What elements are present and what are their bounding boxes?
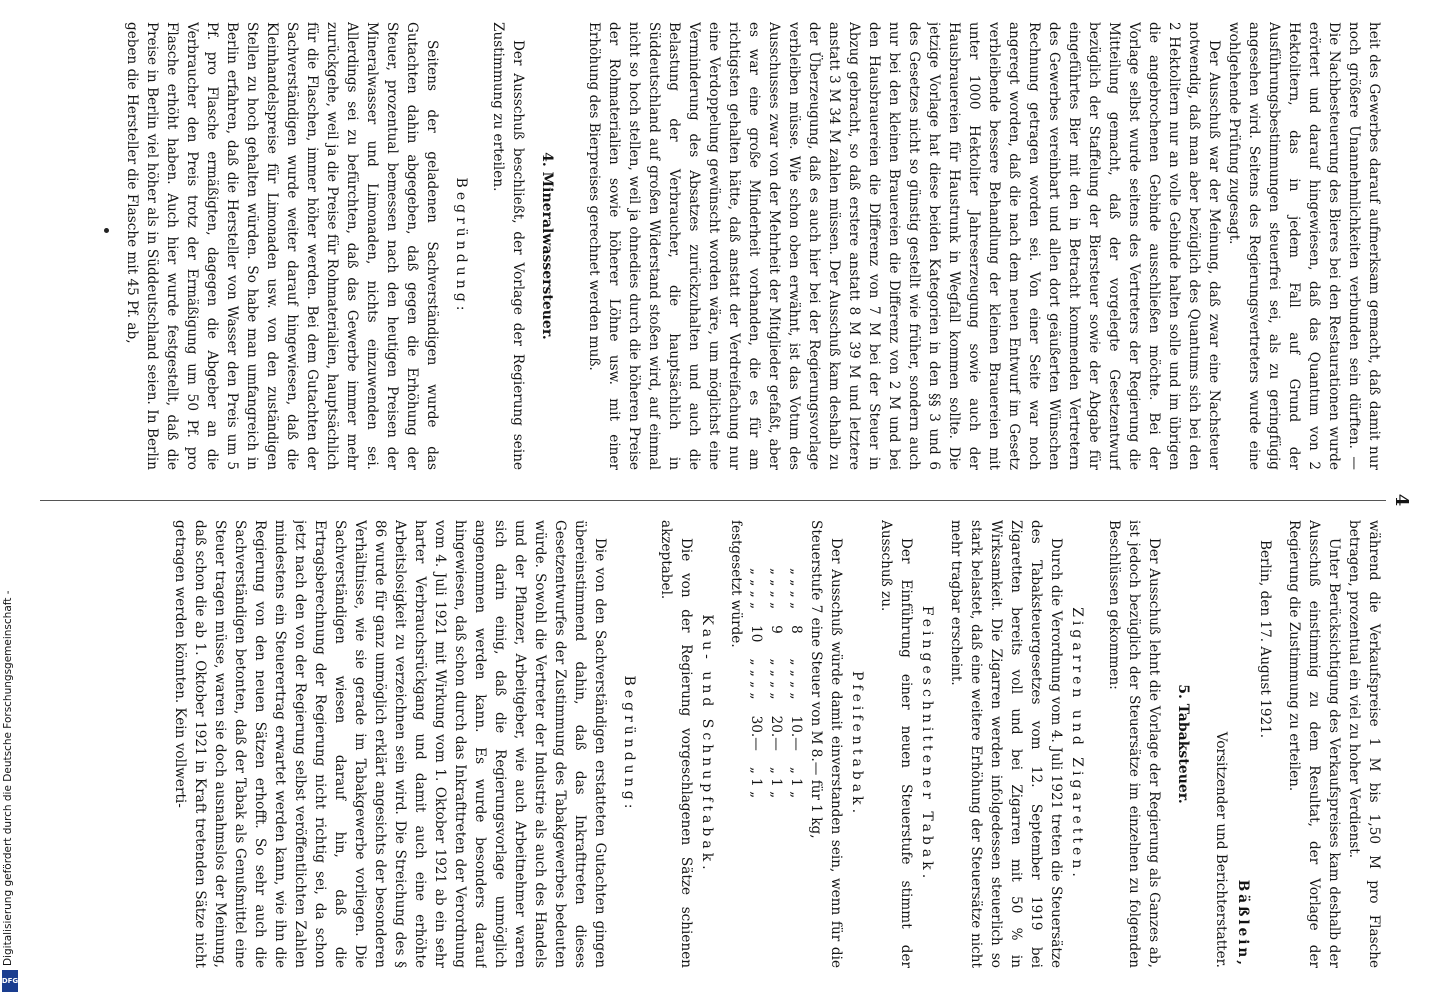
rate-sep: „ „ „ „ [768, 568, 784, 610]
rate-sep: „ „ „ „ [748, 658, 764, 700]
text-chew: Die von der Regierung vorgeschlagenen Sätze schienen akzeptabel. [658, 520, 694, 968]
right-column [48, 520, 1384, 968]
rate-stufe: 8 [788, 625, 804, 634]
pipe-rate-table [746, 560, 806, 806]
rate-amount: 10.— [788, 715, 804, 751]
rate-amount: 20.— [768, 715, 784, 751]
dfg-logo-text: DFG [1, 977, 19, 985]
rate-sep: „ „ „ „ [748, 568, 764, 610]
text-cigars: Durch die Verordnung vom 4. Juli 1921 treten die Steuersätze des Tabaksteuergesetzes vom 12. September 1919 bei Zigaretten bereits voll und bei Zigarren mit 50 % in Wirksamkeit. Die Zigarren werden infolgedessen steuerlich so stark belastet, daß eine weitere Erhöhung der Steuersätze nicht mehr tragbar erscheint. [948, 520, 1064, 968]
paragraph-price: während die Verkaufspreise 1 M bis 1,50 M pro Flasche betragen, prozentual ein viel zu hoher Verdienst. [1346, 520, 1382, 968]
signature-block [1210, 520, 1276, 968]
subheading-chew: Kau- und Schnupftabak. [699, 614, 715, 874]
footer-credit: Digitalisierung gefördert durch die Deutsche Forschungsgemeinschaft - [2, 590, 14, 966]
section-heading-tabak: 5. Tabaksteuer. [1175, 684, 1191, 804]
text-fine-cut: Der Einführung einer neuen Steuerstufe stimmt der Ausschuß zu. [878, 520, 914, 968]
signatory-name: Bäßlein, [1235, 879, 1251, 968]
rate-unit: „ 1 „ [788, 766, 804, 799]
section-heading-mineralwasser: 4. Mineralwassersteuer. [539, 152, 555, 340]
rate-row [786, 560, 806, 806]
dfg-logo-icon [2, 970, 18, 992]
text-pipe: Der Ausschuß würde damit einverstanden sein, wenn für die Steuerstufe 7 eine Steuer von M 8.— für 1 kg, [808, 520, 844, 968]
subheading-pipe: Pfeifentabak. [849, 670, 865, 818]
section-intro-tabak: Der Ausschuß lehnt die Vorlage der Regierung als Ganzes ab, ist jedoch bezüglich der Steuersätze im einzelnen zu folgenden Beschlüssen gekommen: [1106, 520, 1162, 968]
rate-sep: „ „ „ „ [768, 658, 784, 700]
paragraph-conclusion: Unter Berücksichtigung des Verkaufspreises kam deshalb der Ausschuß einstimmig zu dem Resultat, der Vorlage der Regierung die Zustimmung zu erteilen. [1286, 520, 1342, 968]
section-intro-mineralwasser: Der Ausschuß beschließt, der Vorlage der Regierung seine Zustimmung zu erteilen. [490, 22, 526, 470]
reasoning-heading-mineralwasser: Begründung: [453, 177, 469, 315]
paragraph-beer-2: Der Ausschuß war der Meinung, daß zwar eine Nachsteuer notwendig, daß man aber bezüglich des Quantums sich bei den 2 Hektolitern nur an volle Gebinde halten solle und im übrigen die angebrochenen Gebinde ausschließen möchte. Bei der Vorlage selbst wurde seitens des Vertreters der Regierung die Mitteilung gemacht, daß der vorgelegte Gesetzentwurf bezüglich der Staffelung der Biersteuer sowie der Abgabe für eingeführtes Bier mit den in Betracht kommenden Vertretern des Gewerbes vereinbart und allen dort geäußerten Wünschen Rechnung getragen worden sei. Von einer Seite war noch angeregt worden, daß die nach dem neuen Entwurf im Gesetz verbleibende bessere Behandlung der kleinen Brauereien mit unter 1000 Hektoliter Jahreserzeugung sowie auch der Hausbrauereien für Haustrunk in Wegfall kommen sollte. Die jetzige Vorlage hat diese beiden Kategorien in den §§ 3 und 6 des Gesetzes nicht so günstig gestellt wie früher, sondern auch nur bei den kleinen Brauereien die Differenz von 2 M und bei den Hausbrauereien die Differenz von 7 M bei der Steuer in Abzug gebracht, so daß erstere anstatt 8 M 39 M und letztere anstatt 3 M 34 M zahlen müssen. Der Ausschuß kam deshalb zu der Überzeugung, daß es auch hier bei der Regierungsvorlage verbleiben müsse. Wie schon oben erwähnt, ist das Votum des Ausschusses zwar von der Mehrheit der Mitglieder gefaßt, aber es war eine große Minderheit vorhanden, die es für am richtigsten gehalten hätte, daß anstatt der Verdreifachung nur eine Verdoppelung gewünscht worden wäre, um möglichst eine Verminderung des Absatzes zurückzuhalten und auch die Belastung der Verbraucher, die hauptsächlich in Süddeutschland auf großen Widerstand stoßen wird, auf einmal nicht so hoch stellen, weil ja ohnedies durch die höheren Preise der Rohmaterialien sowie höherer Löhne usw. mit einer Erhöhung des Bierpreises gerechnet werden muß. [586, 22, 1222, 470]
rate-row [766, 560, 786, 806]
text-pipe-tail: festgesetzt würde. [728, 520, 744, 648]
rate-stufe: 9 [768, 625, 784, 634]
left-column [48, 22, 1384, 470]
subheading-fine-cut: Feingeschnittener Tabak. [919, 605, 935, 883]
paragraph-beer-1: heit des Gewerbes darauf aufmerksam gemacht, daß damit nur noch größere Unannehmlichkeiten verbunden sein dürften. — Die Nachbesteuerung des Bieres bei den Restaurationen wurde erörtert und darauf hingewiesen, daß das Quantum von 2 Hektolitern, das in jedem Fall auf Grund der Ausführungsbestimmungen steuerfrei sei, als zu geringfügig angesehen wird. Seitens des Regierungsvertreters wurde eine wohlgehende Prüfung zugesagt. [1226, 22, 1382, 470]
digitization-footer [2, 452, 18, 992]
print-speck [104, 228, 109, 233]
signatory-title: Vorsitzender und Berichterstatter. [1213, 731, 1229, 968]
rate-row [746, 560, 766, 806]
subheading-cigars: Zigarren und Zigaretten. [1069, 607, 1085, 881]
rate-sep: „ „ „ „ [788, 658, 804, 700]
rate-unit: „ 1 „ [768, 766, 784, 799]
rate-sep: „ „ „ „ [788, 568, 804, 610]
column-divider [40, 500, 1386, 501]
rate-unit: „ 1 „ [748, 766, 764, 799]
rate-stufe: 10 [748, 625, 764, 643]
rate-amount: 30.— [748, 715, 764, 751]
reasoning-text-tabak: Die von den Sachverständigen erstatteten Gutachten gingen übereinstimmend dahin, daß das Inkrafttreten dieses Gesetzentwurfes der Zustimmung des Tabakgewerbes bedeuten würde. Sowohl die Vertreter der Industrie als auch des Handels und der Pflanzer, Arbeitgeber, wie auch Arbeitnehmer waren sich darin einig, daß die Regierungsvorlage unmöglich angenommen werden kann. Es wurde besonders darauf hingewiesen, daß schon durch das Inkrafttreten der Verordnung vom 4. Juli 1921 mit Wirkung vom 1. Oktober 1921 ab ein sehr harter Verbrauchsrückgang und damit auch eine erhöhte Arbeitslosigkeit zu verzeichnen sein wird. Die Streichung des § 86 wurde für ganz unmöglich erklärt angesichts der besonderen Verhältnisse, wie sie gerade im Tabakgewerbe vorliegen. Die Sachverständigen wiesen darauf hin, daß die Ertragsberechnung der Regierung nicht richtig sei, da schon jetzt nach den von der Regierung selbst veröffentlichten Zahlen mindestens ein Steuerertrag erwartet werden kann, wie ihn die Regierung von den neuen Sätzen erhofft. So sehr auch die Sachverständigen betonten, daß der Tabak als Genußmittel eine Steuer tragen müsse, waren sie doch ausnahmslos der Meinung, daß schon die ab 1. Oktober 1921 in Kraft tretenden Sätze nicht getragen werden könnten. Kein vollwerti- [172, 520, 608, 968]
reasoning-text-mineralwasser: Seitens der geladenen Sachverständigen wurde das Gutachten dahin abgegeben, daß gegen die Erhöhung der Steuer, prozentual bemessen nach den heutigen Preisen der Mineralwasser und Limonaden, nichts einzuwenden sei. Allerdings sei zu befürchten, daß das Gewerbe immer mehr zurückgehe, weil ja die Preise für Rohmaterialien, hauptsächlich für die Flaschen, immer höher werden. Bei dem Gutachten der Sachverständigen wurde weiter darauf hingewiesen, daß die Kleinhandelspreise für Limonaden usw. von den zuständigen Stellen zu hoch gehalten würden. So habe man umfangreich in Berlin erfahren, daß die Hersteller von Wasser den Preis um 5 Pf. pro Flasche ermäßigten, dagegen die Abgeber an die Verbraucher den Preis trotz der Ermäßigung um 50 Pf. pro Flasche erhöht haben. Auch hier wurde festgestellt, daß die Preise in Berlin viel höher als in Süddeutschland seien. In Berlin geben die Hersteller die Flasche mit 45 Pf. ab, [124, 22, 440, 470]
reasoning-heading-tabak: Begründung: [621, 675, 637, 813]
page-number: 4 [1391, 493, 1412, 507]
place-date: Berlin, den 17. August 1921. [1257, 540, 1273, 739]
